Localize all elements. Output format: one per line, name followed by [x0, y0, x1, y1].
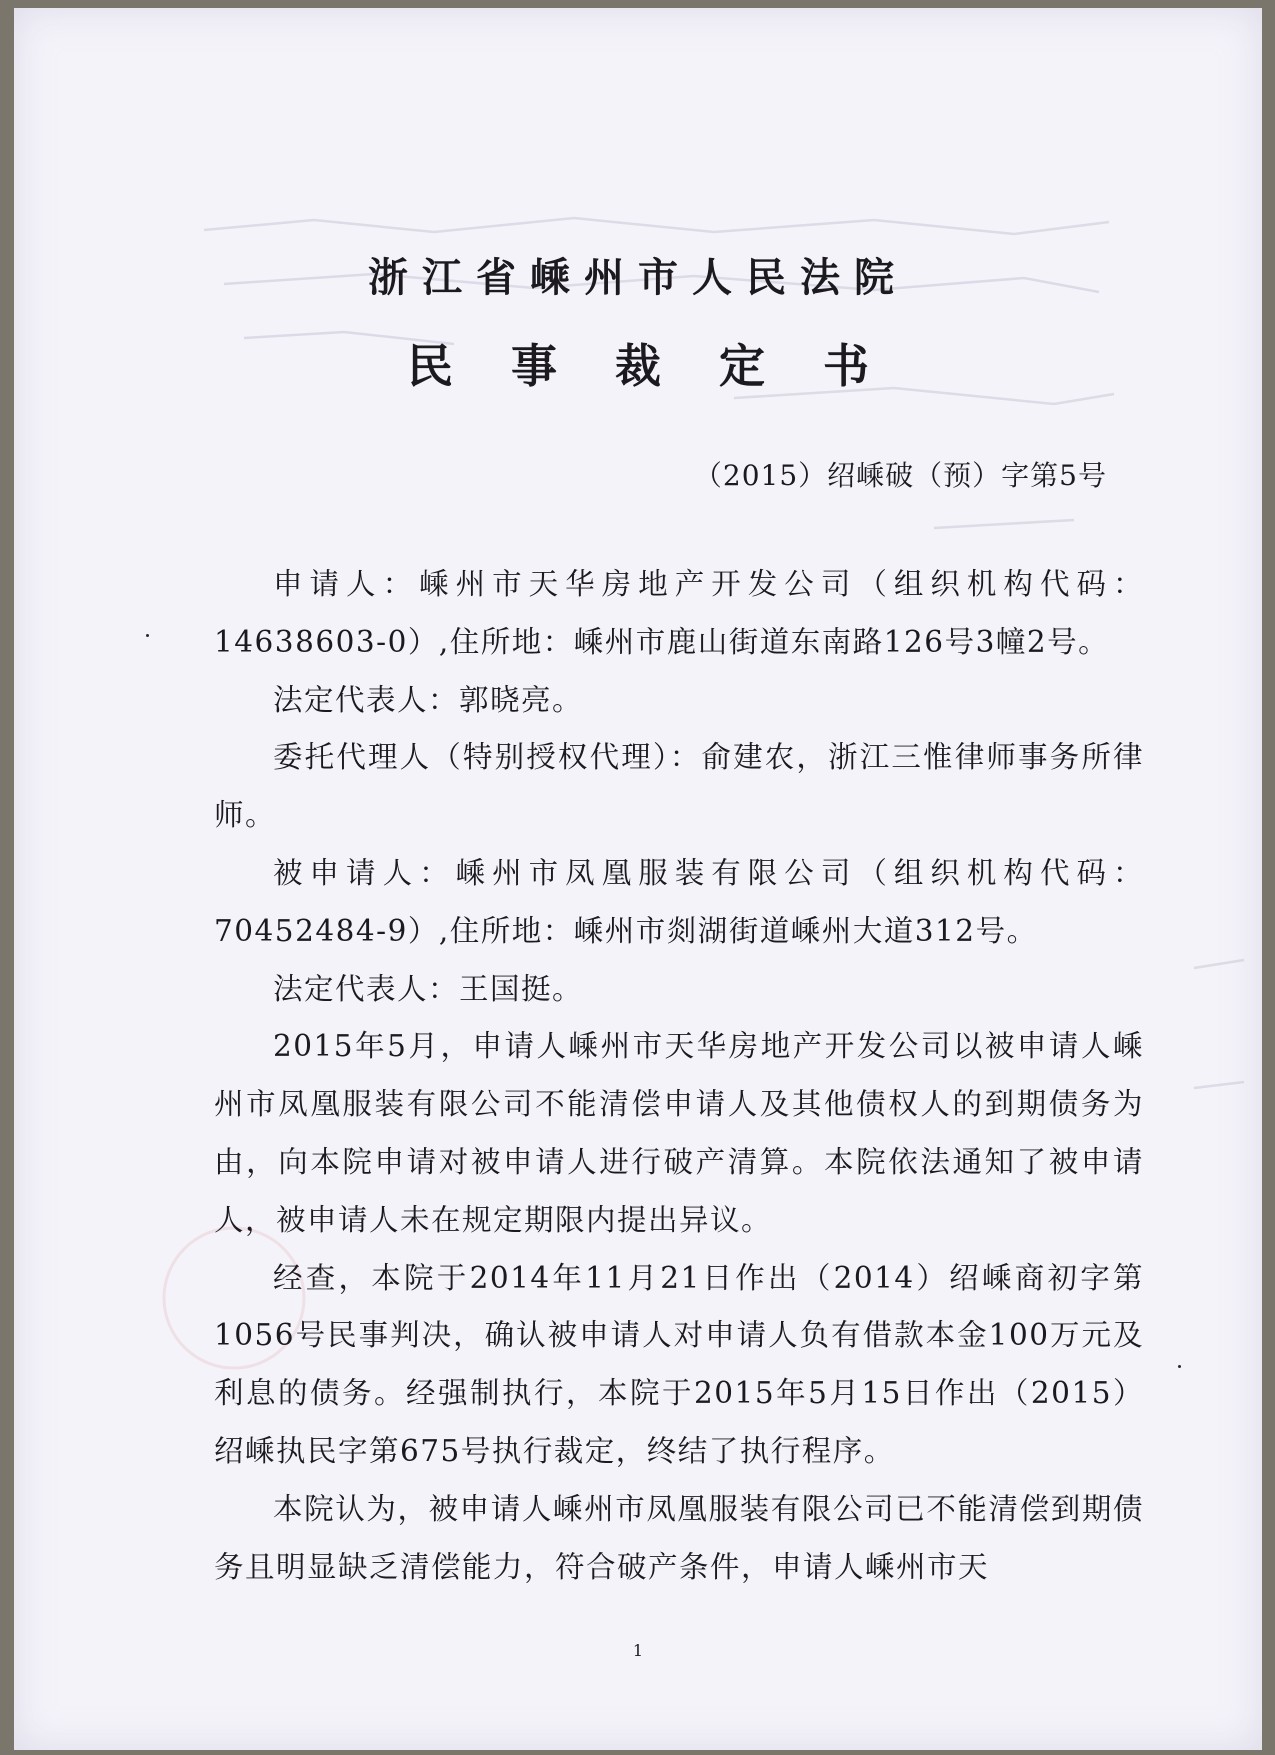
- case-number: （2015）绍嵊破（预）字第5号: [693, 459, 1107, 492]
- scan-speck: [1178, 1365, 1181, 1368]
- paragraph-respondent: 被申请人：嵊州市凤凰服装有限公司（组织机构代码：70452484-9）,住所地：嵊州市剡湖街道嵊州大道312号。: [214, 855, 1144, 948]
- paragraph-facts: 2015年5月，申请人嵊州市天华房地产开发公司以被申请人嵊州市凤凰服装有限公司不能清偿申请人及其他债权人的到期债务为由，向本院申请对被申请人进行破产清算。本院依法通知了被申请人，被申请人未在规定期限内提出异议。: [214, 1029, 1144, 1237]
- page-number: 1: [632, 1641, 644, 1660]
- document-body: [214, 556, 1144, 1596]
- paragraph-reasoning: 本院认为，被申请人嵊州市凤凰服装有限公司已不能清偿到期债务且明显缺乏清偿能力，符合破产条件，申请人嵊州市天: [214, 1491, 1144, 1584]
- paragraph-findings: 经查，本院于2014年11月21日作出（2014）绍嵊商初字第1056号民事判决，确认被申请人对申请人负有借款本金100万元及利息的债务。经强制执行，本院于2015年5月15日作出（2015）绍嵊执民字第675号执行裁定，终结了执行程序。: [214, 1260, 1144, 1468]
- paragraph-respondent-legal-rep: 法定代表人：王国挺。: [273, 971, 584, 1006]
- document-type-title: 民事裁定书: [407, 339, 927, 393]
- paragraph-applicant: 申请人：嵊州市天华房地产开发公司（组织机构代码：14638603-0）,住所地：嵊州市鹿山街道东南路126号3幢2号。: [214, 567, 1144, 659]
- court-name-title: 浙江省嵊州市人民法院: [368, 254, 908, 301]
- document-page: [14, 8, 1262, 1750]
- paragraph-agent: 委托代理人（特别授权代理）：俞建农，浙江三惟律师事务所律师。: [214, 740, 1144, 833]
- scan-speck: [146, 634, 149, 637]
- paragraph-applicant-legal-rep: 法定代表人：郭晓亮。: [273, 682, 584, 717]
